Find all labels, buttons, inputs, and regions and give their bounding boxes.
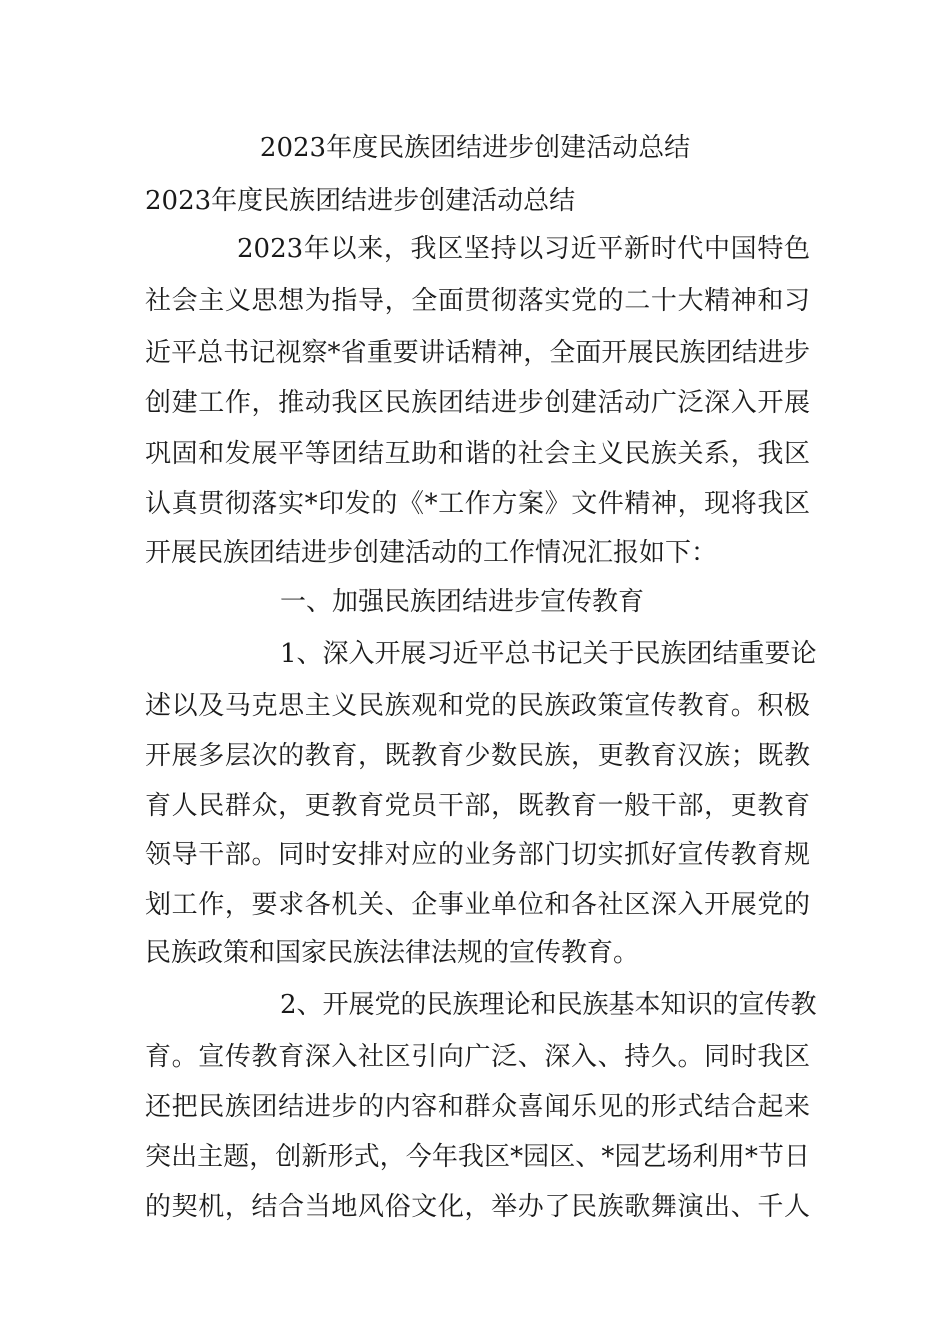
- document-title: 2023年度民族团结进步创建活动总结: [259, 133, 691, 163]
- item1-line: 育人民群众，更教育党员干部，既教育一般干部，更教育: [145, 791, 810, 821]
- intro-line: 近平总书记视察*省重要讲话精神，全面开展民族团结进步: [145, 338, 810, 368]
- intro-line: 社会主义思想为指导，全面贯彻落实党的二十大精神和习: [145, 286, 810, 316]
- intro-line: 创建工作，推动我区民族团结进步创建活动广泛深入开展: [145, 388, 810, 418]
- item1-line: 开展多层次的教育，既教育少数民族，更教育汉族；既教: [145, 741, 810, 771]
- document-subtitle: 2023年度民族团结进步创建活动总结: [145, 186, 576, 216]
- item2-line: 2、开展党的民族理论和民族基本知识的宣传教: [280, 990, 817, 1020]
- intro-line: 认真贯彻落实*印发的《*工作方案》文件精神，现将我区: [145, 489, 810, 519]
- item1-line: 1、深入开展习近平总书记关于民族团结重要论: [280, 639, 817, 669]
- item2-line: 的契机，结合当地风俗文化，举办了民族歌舞演出、千人: [145, 1192, 810, 1222]
- intro-line: 2023年以来，我区坚持以习近平新时代中国特色: [237, 234, 810, 264]
- intro-line: 巩固和发展平等团结互助和谐的社会主义民族关系，我区: [145, 439, 810, 469]
- intro-line: 开展民族团结进步创建活动的工作情况汇报如下：: [145, 538, 718, 568]
- item1-line: 民族政策和国家民族法律法规的宣传教育。: [145, 938, 640, 968]
- item2-line: 还把民族团结进步的内容和群众喜闻乐见的形式结合起来: [145, 1092, 810, 1122]
- item2-line: 突出主题，创新形式，今年我区*园区、*园艺场利用*节日: [145, 1142, 810, 1172]
- item1-line: 划工作，要求各机关、企事业单位和各社区深入开展党的: [145, 890, 810, 920]
- item2-line: 育。宣传教育深入社区引向广泛、深入、持久。同时我区: [145, 1042, 810, 1072]
- section-heading: 一、加强民族团结进步宣传教育: [280, 587, 645, 617]
- item1-line: 领导干部。同时安排对应的业务部门切实抓好宣传教育规: [145, 840, 810, 870]
- item1-line: 述以及马克思主义民族观和党的民族政策宣传教育。积极: [145, 691, 810, 721]
